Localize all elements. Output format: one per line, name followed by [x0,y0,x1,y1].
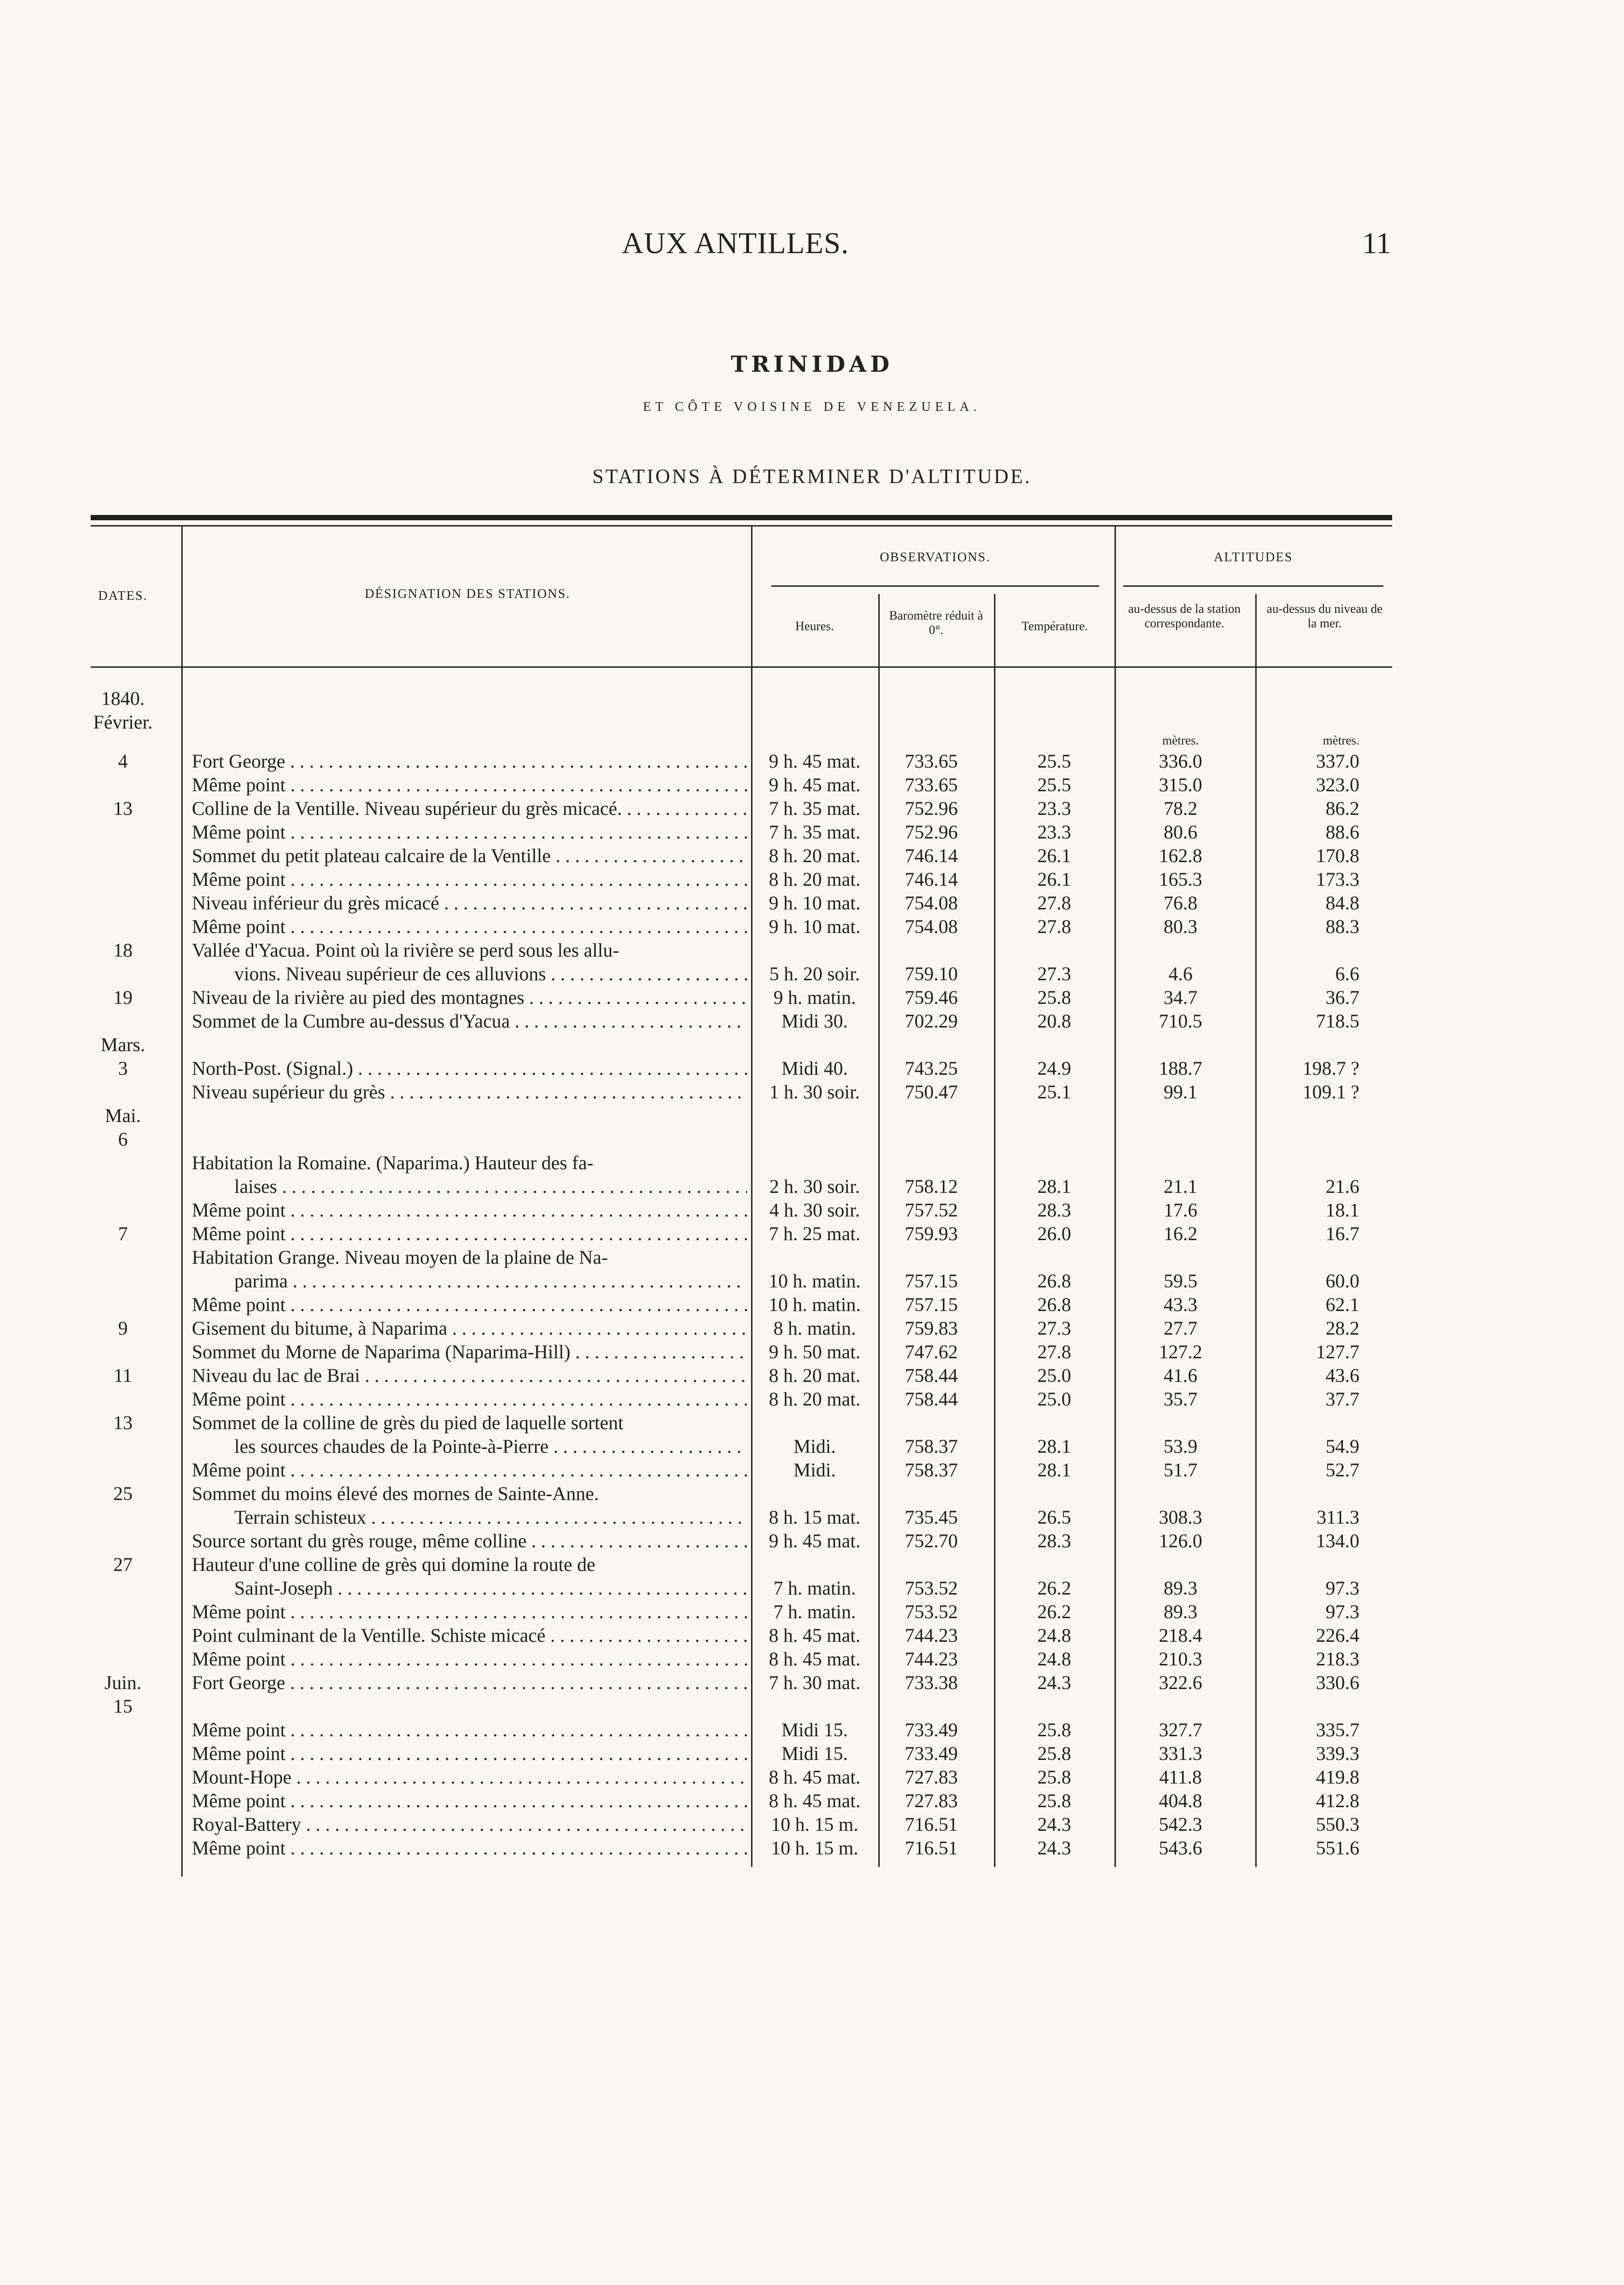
station-name: Sommet du petit plateau calcaire de la Ventille . . . [192,844,747,867]
table-title: STATIONS À DÉTERMINER D'ALTITUDE. [592,466,1032,488]
barometre-value: 743.25 [905,1057,958,1079]
altitude-mer-value: 6.6 [1335,963,1359,985]
barometre-value: 744.23 [905,1648,958,1670]
temperature-value: 28.1 [1037,1459,1071,1481]
barometre-value: 733.38 [905,1672,958,1693]
station-name: Niveau supérieur du grès . . . [192,1081,747,1104]
altitude-mer-value: 419.8 [1316,1766,1359,1788]
altitude-mer-value: 134.0 [1316,1530,1359,1552]
altitude-station-value: 99.1 [1164,1081,1197,1103]
heures-value: 1 h. 30 soir. [769,1081,860,1103]
temperature-value: 25.5 [1037,774,1071,796]
heures-value: Midi 15. [781,1719,848,1741]
station-name: Royal-Battery . . . [192,1813,747,1836]
station-name: Même point . . . [192,1293,747,1316]
station-name: Sommet du Morne de Naparima (Naparima-Hill) . . . [192,1340,747,1364]
barometre-value: 758.44 [905,1365,958,1386]
temperature-value: 26.8 [1037,1270,1071,1292]
barometre-value: 752.96 [905,798,958,819]
barometre-value: 733.65 [905,774,958,796]
altitude-station-value: 126.0 [1159,1530,1202,1552]
date-label: 13 [113,1412,133,1433]
temperature-value: 23.3 [1037,821,1071,843]
barometre-value: 754.08 [905,916,958,937]
altitude-station-value: 710.5 [1159,1010,1202,1032]
altitude-station-value: 162.8 [1159,845,1202,866]
altitude-mer-value: 16.7 [1326,1223,1359,1244]
unit-alt-station: mètres. [1162,733,1199,747]
station-name: Point culminant de la Ventille. Schiste micacé . . . [192,1624,747,1647]
station-name-continuation: vions. Niveau supérieur de ces alluvions . . . [234,962,747,986]
altitude-station-value: 218.4 [1159,1624,1202,1646]
barometre-value: 727.83 [905,1766,958,1788]
temperature-value: 28.3 [1037,1530,1071,1552]
station-name: Même point . . . [192,1789,747,1812]
date-label: 7 [118,1223,128,1244]
station-name: Même point . . . [192,1199,747,1222]
temperature-value: 25.8 [1037,1743,1071,1764]
altitude-mer-value: 88.3 [1326,916,1359,937]
altitude-mer-value: 84.8 [1326,892,1359,914]
altitude-mer-value: 170.8 [1316,845,1359,866]
station-name: Sommet du moins élevé des mornes de Sainte-Anne. [192,1483,599,1504]
station-name: Même point . . . [192,1648,747,1671]
altitude-mer-value: 311.3 [1316,1506,1359,1528]
station-name: Même point . . . [192,1837,747,1860]
header-observations: OBSERVATIONS. [880,550,991,564]
temperature-value: 27.8 [1037,1341,1071,1363]
station-name: Habitation Grange. Niveau moyen de la plaine de Na- [192,1246,608,1268]
station-name: North-Post. (Signal.) . . . [192,1057,747,1080]
barometre-value: 759.10 [905,963,958,985]
barometre-value: 757.15 [905,1270,958,1292]
heures-value: 10 h. 15 m. [771,1813,859,1835]
temperature-value: 23.3 [1037,798,1071,819]
barometre-value: 733.49 [905,1743,958,1764]
table-top-rule [91,515,1392,520]
heures-value: 8 h. 20 mat. [769,1388,860,1410]
heures-value: 4 h. 30 soir. [769,1199,860,1221]
altitude-mer-value: 36.7 [1326,987,1359,1008]
date-label: 13 [113,798,133,819]
altitude-mer-value: 54.9 [1326,1435,1359,1457]
station-name: Niveau inférieur du grès micacé . . . [192,892,747,915]
altitude-mer-value: 173.3 [1316,868,1359,890]
heures-value: Midi. [793,1459,836,1481]
altitude-mer-value: 226.4 [1316,1624,1359,1646]
heures-value: 8 h. 45 mat. [769,1790,860,1812]
heures-value: 7 h. 25 mat. [769,1223,860,1244]
altitude-station-value: 210.3 [1159,1648,1202,1670]
observations-underline [771,585,1099,587]
heures-value: 9 h. 10 mat. [769,916,860,937]
temperature-value: 25.8 [1037,987,1071,1008]
heures-value: 5 h. 20 soir. [769,963,860,985]
altitude-mer-value: 198.7 ? [1302,1057,1359,1079]
station-name: Même point . . . [192,1742,747,1765]
barometre-value: 759.93 [905,1223,958,1244]
temperature-value: 24.3 [1037,1837,1071,1859]
date-label: Mars. [100,1034,146,1055]
barometre-value: 752.96 [905,821,958,843]
header-temperature: Température. [1021,619,1088,633]
barometre-value: 744.23 [905,1624,958,1646]
temperature-value: 27.3 [1037,963,1071,985]
station-name: Vallée d'Yacua. Point où la rivière se perd sous les allu- [192,939,619,961]
temperature-value: 24.8 [1037,1624,1071,1646]
barometre-value: 746.14 [905,845,958,866]
header-heures: Heures. [795,619,834,633]
altitude-station-value: 308.3 [1159,1506,1202,1528]
unit-alt-mer: mètres. [1323,733,1359,747]
altitude-mer-value: 28.2 [1326,1317,1359,1339]
barometre-value: 758.12 [905,1176,958,1197]
heures-value: 7 h. matin. [773,1577,856,1599]
barometre-value: 752.70 [905,1530,958,1552]
temperature-value: 26.0 [1037,1223,1071,1244]
altitudes-underline [1123,585,1383,587]
heures-value: 9 h. 45 mat. [769,750,860,772]
station-name: Sommet de la colline de grès du pied de laquelle sortent [192,1412,624,1433]
barometre-value: 758.44 [905,1388,958,1410]
altitude-mer-value: 218.3 [1316,1648,1359,1670]
altitude-station-value: 411.8 [1159,1766,1202,1788]
altitude-mer-value: 37.7 [1326,1388,1359,1410]
station-name: Niveau du lac de Brai . . . [192,1364,747,1387]
column-divider-temperature [1114,527,1116,1867]
station-name-continuation: les sources chaudes de la Pointe-à-Pierre . . . [234,1435,747,1458]
date-label: 27 [113,1554,133,1575]
temperature-value: 26.1 [1037,845,1071,866]
temperature-value: 27.8 [1037,916,1071,937]
altitude-station-value: 41.6 [1164,1365,1197,1386]
date-label: 11 [113,1365,133,1386]
altitude-station-value: 331.3 [1159,1743,1202,1764]
heures-value: Midi 30. [781,1010,848,1032]
header-barometre: Baromètre réduit à 0°. [889,608,983,637]
altitude-station-value: 78.2 [1164,798,1197,819]
altitude-station-value: 542.3 [1159,1813,1202,1835]
altitude-mer-value: 412.8 [1316,1790,1359,1812]
temperature-value: 25.0 [1037,1388,1071,1410]
temperature-value: 28.3 [1037,1199,1071,1221]
barometre-value: 757.52 [905,1199,958,1221]
temperature-value: 26.2 [1037,1601,1071,1622]
station-name: Même point . . . [192,1222,747,1245]
heures-value: 8 h. matin. [773,1317,856,1339]
altitude-mer-value: 86.2 [1326,798,1359,819]
altitude-station-value: 53.9 [1164,1435,1197,1457]
temperature-value: 25.0 [1037,1365,1071,1386]
altitude-station-value: 21.1 [1164,1176,1197,1197]
station-name-continuation: Terrain schisteux . . . [234,1506,747,1529]
barometre-value: 733.65 [905,750,958,772]
altitude-station-value: 89.3 [1164,1601,1197,1622]
station-name: Même point . . . [192,821,747,844]
altitude-station-value: 4.6 [1168,963,1193,985]
barometre-value: 735.45 [905,1506,958,1528]
barometre-value: 758.37 [905,1435,958,1457]
heures-value: 8 h. 20 mat. [769,868,860,890]
temperature-value: 25.5 [1037,750,1071,772]
heures-value: Midi. [793,1435,836,1457]
date-label: 1840. [101,688,145,709]
station-name: Même point . . . [192,773,747,797]
altitude-station-value: 43.3 [1164,1294,1197,1315]
temperature-value: 25.8 [1037,1790,1071,1812]
section-title: TRINIDAD [730,351,893,377]
temperature-value: 26.2 [1037,1577,1071,1599]
altitude-station-value: 17.6 [1164,1199,1197,1221]
date-label: 4 [118,750,128,772]
heures-value: 8 h. 45 mat. [769,1766,860,1788]
barometre-value: 754.08 [905,892,958,914]
column-divider-dates [181,527,183,1877]
altitude-station-value: 327.7 [1159,1719,1202,1741]
date-label: 9 [118,1317,128,1339]
date-label: Juin. [104,1672,142,1693]
station-name: Même point . . . [192,1718,747,1742]
table-top-rule-thin [91,525,1392,527]
heures-value: 7 h. matin. [773,1601,856,1622]
header-bottom-rule [91,666,1392,668]
heures-value: 10 h. 15 m. [771,1837,859,1859]
station-name-continuation: laises . . . [234,1175,747,1198]
date-label: 25 [113,1483,133,1504]
station-name: Même point . . . [192,915,747,938]
header-altitudes: ALTITUDES [1214,550,1293,564]
altitude-mer-value: 88.6 [1326,821,1359,843]
temperature-value: 26.1 [1037,868,1071,890]
altitude-mer-value: 550.3 [1316,1813,1359,1835]
altitude-station-value: 336.0 [1159,750,1202,772]
header-alt-station: au-dessus de la station correspondante. [1128,602,1241,630]
header-alt-mer: au-dessus du niveau de la mer. [1266,602,1383,630]
temperature-value: 25.8 [1037,1719,1071,1741]
station-name: Même point . . . [192,1459,747,1482]
station-name: Même point . . . [192,1388,747,1411]
column-divider-altitudes [1255,594,1257,1867]
heures-value: 8 h. 45 mat. [769,1648,860,1670]
altitude-station-value: 127.2 [1159,1341,1202,1363]
altitude-mer-value: 97.3 [1326,1577,1359,1599]
heures-value: 8 h. 20 mat. [769,845,860,866]
date-label: 6 [118,1128,128,1150]
station-name: Source sortant du grès rouge, même colline . . . [192,1529,747,1553]
altitude-station-value: 315.0 [1159,774,1202,796]
barometre-value: 716.51 [905,1837,958,1859]
date-label: 18 [113,939,133,961]
heures-value: 10 h. matin. [768,1294,861,1315]
barometre-value: 733.49 [905,1719,958,1741]
header-dates: DATES. [98,588,148,603]
date-label: 3 [118,1057,128,1079]
altitude-mer-value: 718.5 [1316,1010,1359,1032]
heures-value: 7 h. 35 mat. [769,821,860,843]
altitude-mer-value: 335.7 [1316,1719,1359,1741]
running-head [0,227,1624,265]
station-name-continuation: parima . . . [234,1270,747,1293]
station-name: Même point . . . [192,1600,747,1623]
heures-value: Midi 15. [781,1743,848,1764]
station-name: Même point . . . [192,868,747,891]
altitude-mer-value: 18.1 [1326,1199,1359,1221]
heures-value: 10 h. matin. [768,1270,861,1292]
barometre-value: 747.62 [905,1341,958,1363]
heures-value: 2 h. 30 soir. [769,1176,860,1197]
temperature-value: 25.1 [1037,1081,1071,1103]
altitude-mer-value: 21.6 [1326,1176,1359,1197]
altitude-station-value: 322.6 [1159,1672,1202,1693]
altitude-mer-value: 109.1 ? [1302,1081,1359,1103]
altitude-station-value: 80.6 [1164,821,1197,843]
temperature-value: 27.8 [1037,892,1071,914]
altitude-mer-value: 62.1 [1326,1294,1359,1315]
altitude-mer-value: 339.3 [1316,1743,1359,1764]
barometre-value: 759.83 [905,1317,958,1339]
heures-value: 9 h. 50 mat. [769,1341,860,1363]
running-title: AUX ANTILLES. [622,227,849,260]
barometre-value: 753.52 [905,1601,958,1622]
station-name: Sommet de la Cumbre au-dessus d'Yacua . . . [192,1010,747,1033]
station-name: Habitation la Romaine. (Naparima.) Hauteur des fa- [192,1152,594,1174]
station-name-continuation: Saint-Joseph . . . [234,1577,747,1600]
altitude-station-value: 543.6 [1159,1837,1202,1859]
altitude-station-value: 165.3 [1159,868,1202,890]
altitude-mer-value: 60.0 [1326,1270,1359,1292]
barometre-value: 702.29 [905,1010,958,1032]
altitude-station-value: 27.7 [1164,1317,1197,1339]
barometre-value: 758.37 [905,1459,958,1481]
altitude-station-value: 51.7 [1164,1459,1197,1481]
heures-value: 9 h. 45 mat. [769,1530,860,1552]
heures-value: 7 h. 30 mat. [769,1672,860,1693]
station-name: Fort George . . . [192,750,747,773]
barometre-value: 750.47 [905,1081,958,1103]
altitude-station-value: 16.2 [1164,1223,1197,1244]
heures-value: 9 h. 45 mat. [769,774,860,796]
section-subtitle: ET CÔTE VOISINE DE VENEZUELA. [643,399,981,414]
temperature-value: 24.3 [1037,1813,1071,1835]
heures-value: 9 h. matin. [773,987,856,1008]
altitude-mer-value: 330.6 [1316,1672,1359,1693]
temperature-value: 26.5 [1037,1506,1071,1528]
temperature-value: 24.3 [1037,1672,1071,1693]
altitude-station-value: 59.5 [1164,1270,1197,1292]
station-name: Hauteur d'une colline de grès qui domine la route de [192,1554,595,1575]
page-number: 11 [1362,227,1391,260]
altitude-station-value: 34.7 [1164,987,1197,1008]
temperature-value: 28.1 [1037,1435,1071,1457]
date-label: 15 [113,1695,133,1717]
heures-value: Midi 40. [781,1057,848,1079]
altitude-mer-value: 127.7 [1316,1341,1359,1363]
date-label: 19 [113,987,133,1008]
altitude-mer-value: 337.0 [1316,750,1359,772]
station-name: Gisement du bitume, à Naparima . . . [192,1317,747,1340]
altitude-station-value: 404.8 [1159,1790,1202,1812]
date-label: Mai. [105,1105,141,1126]
barometre-value: 759.46 [905,987,958,1008]
column-divider-designation [751,527,752,1867]
barometre-value: 727.83 [905,1790,958,1812]
altitude-mer-value: 551.6 [1316,1837,1359,1859]
temperature-value: 27.3 [1037,1317,1071,1339]
barometre-value: 716.51 [905,1813,958,1835]
altitude-mer-value: 52.7 [1326,1459,1359,1481]
altitude-mer-value: 97.3 [1326,1601,1359,1622]
altitude-mer-value: 43.6 [1326,1365,1359,1386]
altitude-station-value: 35.7 [1164,1388,1197,1410]
temperature-value: 24.8 [1037,1648,1071,1670]
heures-value: 8 h. 20 mat. [769,1365,860,1386]
altitude-mer-value: 323.0 [1316,774,1359,796]
altitude-station-value: 188.7 [1159,1057,1202,1079]
station-name: Fort George . . . [192,1671,747,1694]
barometre-value: 746.14 [905,868,958,890]
altitude-station-value: 76.8 [1164,892,1197,914]
temperature-value: 20.8 [1037,1010,1071,1032]
column-divider-heures [878,594,880,1867]
altitude-station-value: 80.3 [1164,916,1197,937]
heures-value: 9 h. 10 mat. [769,892,860,914]
barometre-value: 757.15 [905,1294,958,1315]
station-name: Niveau de la rivière au pied des montagnes . . . [192,986,747,1009]
station-name: Colline de la Ventille. Niveau supérieur du grès micacé. . . . [192,797,747,820]
station-name: Mount-Hope . . . [192,1766,747,1789]
heures-value: 8 h. 15 mat. [769,1506,860,1528]
temperature-value: 25.8 [1037,1766,1071,1788]
date-label: Février. [93,711,153,733]
altitude-station-value: 89.3 [1164,1577,1197,1599]
temperature-value: 28.1 [1037,1176,1071,1197]
temperature-value: 24.9 [1037,1057,1071,1079]
heures-value: 8 h. 45 mat. [769,1624,860,1646]
barometre-value: 753.52 [905,1577,958,1599]
temperature-value: 26.8 [1037,1294,1071,1315]
header-designation: DÉSIGNATION DES STATIONS. [364,586,571,601]
heures-value: 7 h. 35 mat. [769,798,860,819]
